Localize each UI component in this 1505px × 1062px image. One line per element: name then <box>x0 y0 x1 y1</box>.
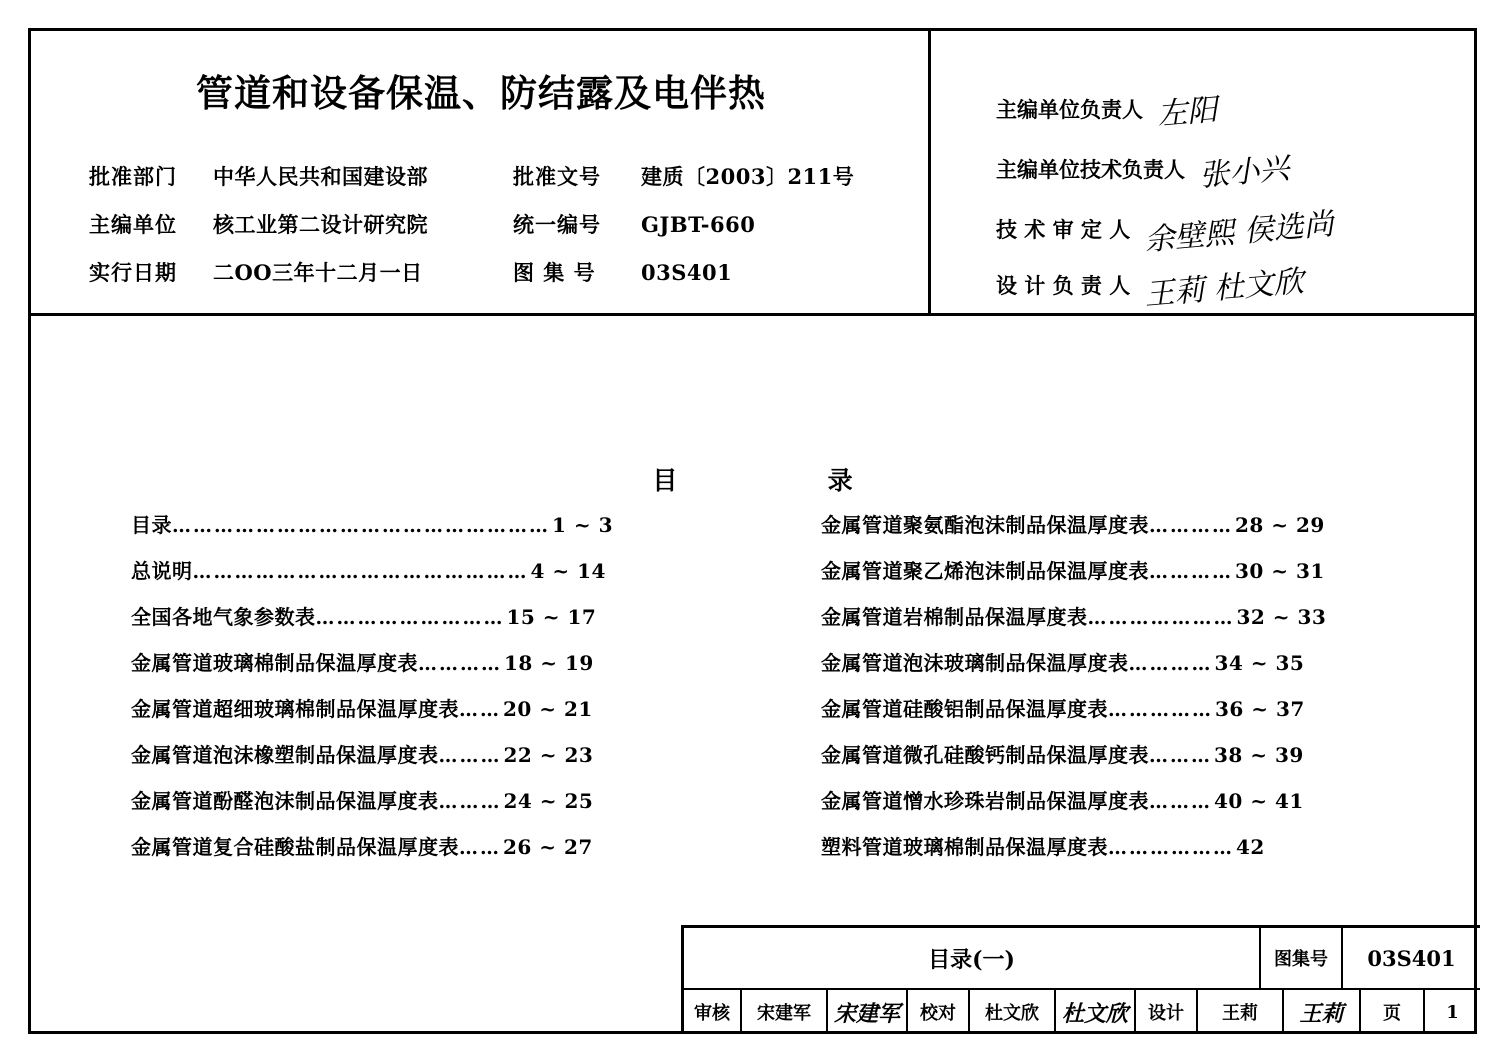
toc-entry-label: 目录 <box>131 513 172 537</box>
toc-entry-page: 42 <box>1236 835 1265 859</box>
document-header <box>31 31 1474 316</box>
footer-sheet-title: 目录(一) <box>684 928 1261 988</box>
signature-row-tech-reviewer <box>996 206 1476 259</box>
signature-row-chief-editor-head <box>996 87 1476 131</box>
toc-entry-page: 22 ~ 23 <box>503 743 594 767</box>
metadata-grid <box>89 161 909 305</box>
meta-label-atlas-no: 图 集 号 <box>513 260 596 285</box>
toc-entry-dots: ……………… <box>1108 837 1234 859</box>
meta-value-atlas-no: 03S401 <box>641 260 733 285</box>
footer-atlas-value: 03S401 <box>1367 945 1456 971</box>
toc-entry[interactable] <box>821 693 1401 739</box>
meta-label-unified-no: 统一编号 <box>513 212 601 237</box>
toc-entry-dots: ………………… <box>1087 607 1235 629</box>
toc-entry-page: 30 ~ 31 <box>1235 559 1325 583</box>
toc-entry-page: 40 ~ 41 <box>1214 789 1304 813</box>
toc-entry-label: 金属管道憎水珍珠岩制品保温厚度表 <box>821 789 1149 813</box>
footer-cell-design-label: 设计 <box>1136 990 1198 1034</box>
meta-value-approval-dept: 中华人民共和国建设部 <box>213 164 428 189</box>
footer-cell-check-signature: 杜文欣 <box>1056 990 1136 1034</box>
toc-entry[interactable] <box>131 555 701 601</box>
toc-entry[interactable] <box>821 509 1401 555</box>
meta-value-effective-date: 二OO三年十二月一日 <box>213 260 423 285</box>
signature-mark: 余壁熙 侯选尚 <box>1143 206 1336 259</box>
toc-entry-page: 34 ~ 35 <box>1214 651 1305 675</box>
meta-label-approval-dept: 批准部门 <box>89 164 177 189</box>
toc-entry[interactable] <box>131 601 701 647</box>
toc-entry-page: 28 ~ 29 <box>1235 513 1325 537</box>
signature-mark: 左阳 <box>1155 92 1219 133</box>
signature-row-design-head <box>996 263 1476 313</box>
metadata-row <box>89 209 909 257</box>
footer-title-block <box>681 925 1480 1031</box>
toc-heading-right: 录 <box>827 466 853 495</box>
toc-entry[interactable] <box>131 739 701 785</box>
signature-mark: 张小兴 <box>1197 151 1291 194</box>
toc-entry-dots: ………… <box>418 653 502 675</box>
signature-label: 主编单位负责人 <box>996 97 1143 122</box>
signature-mark: 王莉 杜文欣 <box>1143 264 1306 313</box>
toc-entry-label: 金属管道岩棉制品保温厚度表 <box>821 605 1088 629</box>
toc-entry-label: 金属管道聚氨酯泡沫制品保温厚度表 <box>821 513 1149 537</box>
toc-entry-dots: ……………………………………………… <box>172 515 550 537</box>
toc-entry-dots: ………… <box>1149 561 1233 583</box>
toc-entry-page: 38 ~ 39 <box>1214 743 1304 767</box>
header-right-panel <box>934 31 1474 313</box>
toc-entry-label: 金属管道酚醛泡沫制品保温厚度表 <box>131 789 439 813</box>
toc-column-right <box>821 509 1401 877</box>
toc-entry[interactable] <box>131 693 701 739</box>
footer-top-row <box>684 928 1480 990</box>
toc-entry[interactable] <box>821 785 1401 831</box>
footer-page-label: 页 <box>1361 990 1425 1034</box>
toc-entry-page: 15 ~ 17 <box>506 605 597 629</box>
toc-entry[interactable] <box>821 739 1401 785</box>
toc-entry-page: 20 ~ 21 <box>503 697 593 721</box>
footer-cell-check-label: 校对 <box>908 990 970 1034</box>
toc-entry-label: 金属管道泡沫橡塑制品保温厚度表 <box>131 743 439 767</box>
signature-label: 设 计 负 责 人 <box>996 273 1131 298</box>
meta-value-approval-no: 建质〔2003〕211号 <box>641 164 855 189</box>
toc-heading <box>31 461 1474 497</box>
toc-entry[interactable] <box>131 785 701 831</box>
toc-entry[interactable] <box>131 831 701 877</box>
meta-label-approval-no: 批准文号 <box>513 164 601 189</box>
footer-cell-review-signature: 宋建军 <box>828 990 908 1034</box>
toc-entry-page: 18 ~ 19 <box>504 651 594 675</box>
toc-entry-dots: ……… <box>438 791 502 813</box>
toc-entry-label: 金属管道复合硅酸盐制品保温厚度表 <box>131 835 459 859</box>
metadata-row <box>89 257 909 305</box>
toc-entry-page: 26 ~ 27 <box>503 835 593 859</box>
toc-entry-label: 金属管道玻璃棉制品保温厚度表 <box>131 651 418 675</box>
toc-entry-label: 全国各地气象参数表 <box>131 605 316 629</box>
toc-column-left <box>131 509 701 877</box>
toc-entry-label: 金属管道聚乙烯泡沫制品保温厚度表 <box>821 559 1149 583</box>
toc-entry-label: 总说明 <box>131 559 193 583</box>
toc-entry-page: 32 ~ 33 <box>1236 605 1327 629</box>
header-left-panel <box>31 31 931 313</box>
toc-entry-dots: ……… <box>438 745 502 767</box>
footer-cell-review-name: 宋建军 <box>742 990 828 1034</box>
toc-entry-dots: …… <box>459 837 501 859</box>
toc-entry-dots: ………………………………………… <box>192 561 529 583</box>
footer-cell-review-label: 审核 <box>684 990 742 1034</box>
toc-entry[interactable] <box>821 601 1401 647</box>
footer-cell-design-signature: 王莉 <box>1284 990 1361 1034</box>
document-page <box>28 28 1477 1034</box>
toc-entry[interactable] <box>821 647 1401 693</box>
toc-entry-page: 4 ~ 14 <box>530 559 606 583</box>
toc-entry[interactable] <box>131 509 701 555</box>
footer-atlas-label: 图集号 <box>1261 928 1343 988</box>
toc-entry-page: 24 ~ 25 <box>503 789 594 813</box>
toc-entry-label: 金属管道超细玻璃棉制品保温厚度表 <box>131 697 459 721</box>
signature-label: 技 术 审 定 人 <box>996 217 1131 242</box>
metadata-row <box>89 161 909 209</box>
footer-bottom-row <box>684 990 1480 1034</box>
toc-entry-dots: …………… <box>1108 699 1213 721</box>
toc-entry[interactable] <box>821 831 1401 877</box>
toc-entry-dots: ……… <box>1149 791 1212 813</box>
toc-entry-dots: ……… <box>1149 745 1212 767</box>
toc-entry-label: 金属管道泡沫玻璃制品保温厚度表 <box>821 651 1129 675</box>
toc-entry-dots: ……………………… <box>315 607 505 629</box>
toc-entry[interactable] <box>131 647 701 693</box>
toc-entry-label: 金属管道微孔硅酸钙制品保温厚度表 <box>821 743 1149 767</box>
meta-value-chief-editor-unit: 核工业第二设计研究院 <box>213 212 428 237</box>
footer-cell-design-name: 王莉 <box>1198 990 1284 1034</box>
footer-page-number: 1 <box>1446 1001 1459 1023</box>
signature-label: 主编单位技术负责人 <box>996 157 1185 182</box>
toc-entry-page: 1 ~ 3 <box>552 513 614 537</box>
page-title: 管道和设备保温、防结露及电伴热 <box>196 71 766 115</box>
toc-entry-page: 36 ~ 37 <box>1215 697 1305 721</box>
toc-entry-label: 塑料管道玻璃棉制品保温厚度表 <box>821 835 1108 859</box>
toc-entry[interactable] <box>821 555 1401 601</box>
toc-entry-dots: …… <box>459 699 501 721</box>
toc-entry-dots: ………… <box>1128 653 1213 675</box>
toc-entry-dots: ………… <box>1149 515 1233 537</box>
meta-value-unified-no: GJBT-660 <box>641 212 756 237</box>
meta-label-chief-editor-unit: 主编单位 <box>89 212 177 237</box>
signature-row-tech-head <box>996 147 1476 194</box>
toc-heading-left: 目 <box>652 466 678 495</box>
toc-entry-label: 金属管道硅酸铝制品保温厚度表 <box>821 697 1108 721</box>
footer-cell-check-name: 杜文欣 <box>970 990 1056 1034</box>
meta-label-effective-date: 实行日期 <box>89 260 177 285</box>
